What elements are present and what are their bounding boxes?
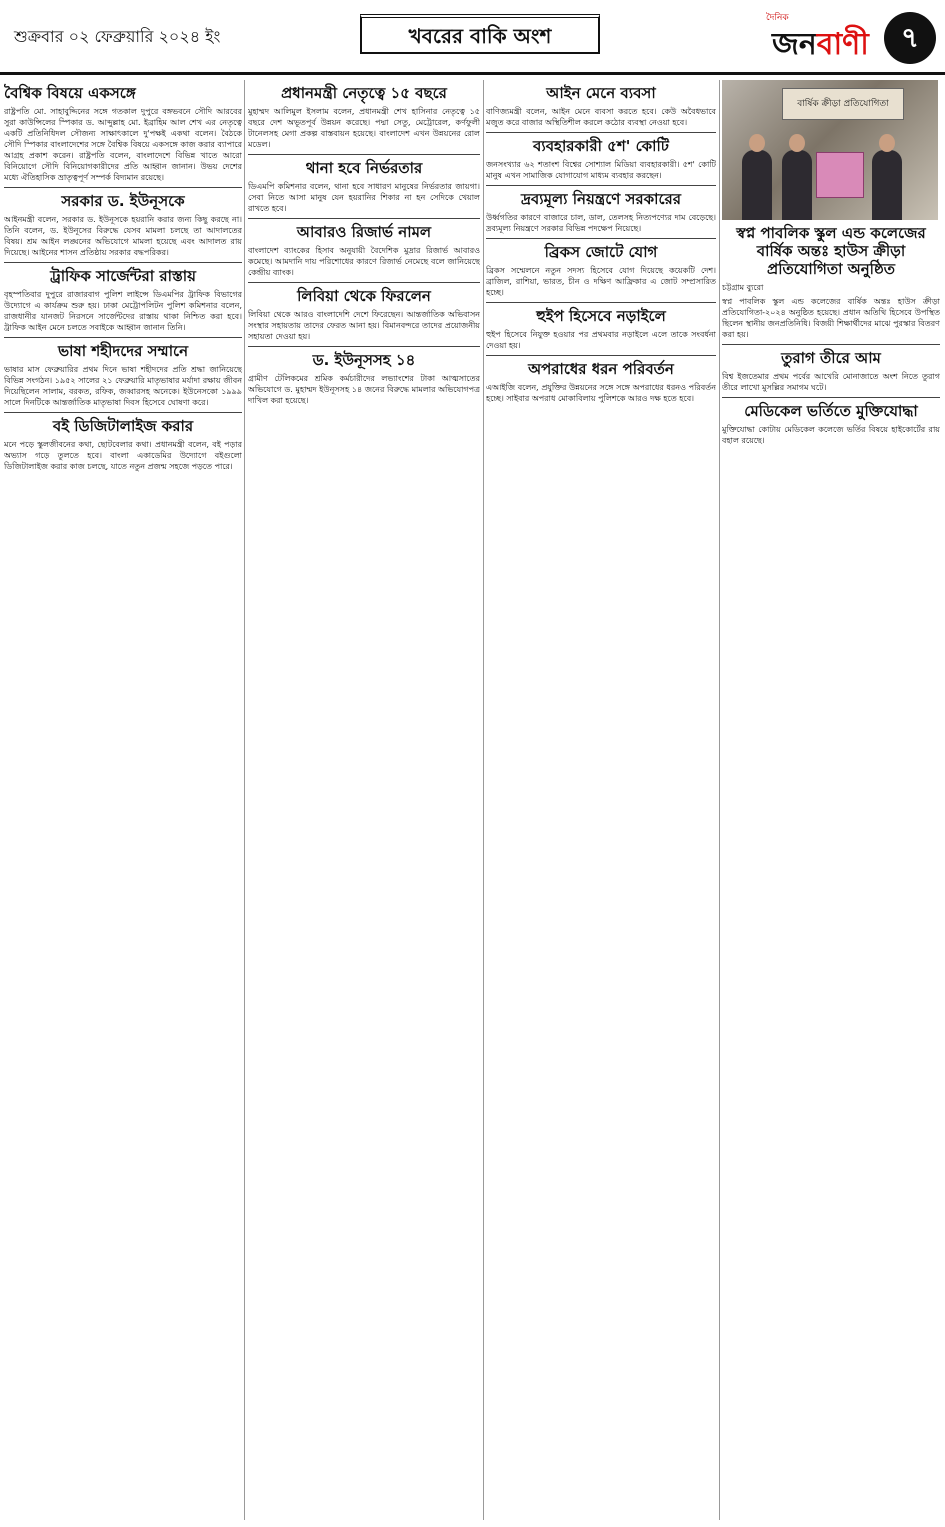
logo-part-b: বাণী — [816, 27, 869, 62]
article-body: উর্ধ্বগতির কারণে বাজারে চাল, ডাল, তেলসহ নিত্যপণ্যের দাম বেড়েছে। দ্রব্যমূল্য নিয়ন্ত্রণে সরকার বিভিন্ন পদক্ষেপ নিয়েছে। — [486, 213, 716, 233]
logo-name — [772, 20, 869, 71]
article-headline: ব্যবহারকারী ৫শ' কোটি — [533, 137, 669, 155]
article-headline: বই ডিজিটালাইজ করার — [52, 417, 194, 435]
article — [486, 360, 716, 404]
column-1 — [4, 80, 242, 1520]
article-body: লিবিয়া থেকে আরও বাংলাদেশি দেশে ফিরেছেন। আন্তর্জাতিক অভিবাসন সংস্থার সহায়তায় তাদের ফেরত আনা হয়। বিমানবন্দরে তাদের প্রয়োজনীয় সহায়তা দেওয়া হয়। — [248, 310, 480, 341]
byline: চট্টগ্রাম ব্যুরো — [722, 283, 764, 292]
article-headline: ব্রিকস জোটে যোগ — [544, 243, 658, 261]
event-photo — [722, 80, 938, 220]
article — [248, 159, 480, 214]
article-body: আইনমন্ত্রী বলেন, সরকার ড. ইউনূসকে হয়রানি করার জন্য কিছু করছে না। তিনি বলেন, ড. ইউনূসের বিরুদ্ধে যেসব মামলা চলছে তা আদালতের বিষয়। শ্রম আইন লঙ্ঘনের অভিযোগে মামলা হয়েছে এবং আদালত রায় দিয়েছে। আইনের শাসন প্রতিষ্ঠায় সরকার বদ্ধপরিকর। — [4, 215, 242, 257]
page-number: ৭ — [884, 12, 936, 64]
article-body: গ্রামীণ টেলিকমের শ্রমিক কর্মচারীদের লভ্যাংশের টাকা আত্মসাতের অভিযোগে ড. মুহাম্মদ ইউনূসসহ ১৪ জনের বিরুদ্ধে মামলার অভিযোগপত্র দাখিল করা হয়েছে। — [248, 374, 480, 405]
article-headline: আইন মেনে ব্যবসা — [546, 84, 656, 102]
issue-date: শুক্রবার ০২ ফেব্রুয়ারি ২০২৪ ইং — [14, 27, 221, 46]
article-headline: স্বপ্ন পাবলিক স্কুল এন্ড কলেজের বার্ষিক অন্তঃ হাউস ক্রীড়া প্রতিযোগিতা অনুষ্ঠিত — [736, 224, 926, 278]
column-divider — [244, 80, 245, 1520]
article — [248, 84, 480, 150]
article-headline: প্রধানমন্ত্রী নেতৃত্বে ১৫ বছরে — [281, 84, 447, 102]
article-body: বাংলাদেশ ব্যাংকের হিসাব অনুযায়ী বৈদেশিক মুদ্রার রিজার্ভ আবারও কমেছে। আমদানি দায় পরিশোধের কারণে রিজার্ভ নেমেছে বলে জানিয়েছে কেন্দ্রীয় ব্যাংক। — [248, 246, 480, 277]
section-banner: খবরের বাকি অংশ — [360, 14, 600, 54]
article-body: ব্রিকস সম্মেলনে নতুন সদস্য হিসেবে যোগ দিয়েছে কয়েকটি দেশ। ব্রাজিল, রাশিয়া, ভারত, চীন ও দক্ষিণ আফ্রিকার এ জোট সম্প্রসারিত হচ্ছে। — [486, 266, 716, 297]
photo-banner-text: বার্ষিক ক্রীড়া প্রতিযোগিতা — [797, 99, 889, 109]
article-headline: দ্রব্যমূল্য নিয়ন্ত্রণে সরকারের — [520, 190, 682, 208]
article-body: জনসংখ্যার ৬২ শতাংশ বিশ্বের সোশ্যাল মিডিয়া ব্যবহারকারী। ৫শ' কোটি মানুষ এখন সামাজিক যোগাযোগ মাধ্যম ব্যবহার করছেন। — [486, 160, 716, 180]
article — [248, 287, 480, 342]
column-3 — [486, 80, 716, 1520]
divider — [722, 397, 940, 398]
divider — [486, 238, 716, 239]
photo-person — [782, 150, 812, 220]
article-headline: বৈশ্বিক বিষয়ে একসঙ্গে — [4, 84, 136, 102]
article-body: মনে পড়ে স্কুলজীবনের কথা, ছোটবেলার কথা। প্রধানমন্ত্রী বলেন, বই পড়ার অভ্যাস গড়ে তুলতে হবে। বাংলা একাডেমির উদ্যোগে বইগুলো ডিজিটালাইজ করার কাজ চলছে, যাতে নতুন প্রজন্ম সহজে পড়তে পারে। — [4, 440, 242, 471]
article-headline: লিবিয়া থেকে ফিরলেন — [297, 287, 431, 305]
article-body: রাষ্ট্রপতি মো. সাহাবুদ্দিনের সঙ্গে গতকাল দুপুরে বঙ্গভবনে সৌদি আরবের সুরা কাউন্সিলের স্পিকার ড. আব্দুল্লাহ মো. ইব্রাহিম আল শেখ এর নেতৃত্বে একটি প্রতিনিধিদল সৌজন্য সাক্ষাৎকালে দু'পক্ষই একথা বলেন। বৈঠকে সৌদি স্পিকার বাংলাদেশের সঙ্গে বৈশ্বিক বিষয়ে একসঙ্গে কাজ করার ব্যাপারে আগ্রহ প্রকাশ করেন। রাষ্ট্রপতি বলেন, বাংলাদেশে বিভিন্ন খাতে আরো বিনিয়োগে সৌদি বিনিয়োগকারীদের প্রতি আহ্বান জানান। উভয় দেশের মধ্যে ঐতিহাসিক ভ্রাতৃত্বপূর্ণ সম্পর্ক বিদ্যমান রয়েছে। — [4, 107, 242, 182]
article — [248, 351, 480, 406]
article-body: বিশ্ব ইজতেমার প্রথম পর্বের আখেরি মোনাজাতে অংশ নিতে তুরাগ তীরে লাখো মুসল্লির সমাগম ঘটে। — [722, 372, 940, 392]
logo-part-a: জন — [772, 27, 817, 62]
divider — [4, 412, 242, 413]
divider — [4, 337, 242, 338]
logo-daily-label: দৈনিক — [766, 13, 789, 23]
article — [486, 243, 716, 298]
divider — [4, 187, 242, 188]
photo-person — [872, 150, 902, 220]
article-headline: ট্রাফিক সার্জেন্টরা রাস্তায় — [50, 267, 196, 285]
photo-prize — [816, 152, 864, 198]
article-headline: সরকার ড. ইউনূসকে — [61, 192, 185, 210]
masthead — [0, 0, 945, 74]
article — [486, 137, 716, 181]
column-divider — [719, 80, 720, 1520]
newspaper-logo — [766, 10, 936, 66]
article — [248, 223, 480, 278]
article-headline: তুরাগ তীরে আম — [781, 349, 881, 367]
article-body: ডিএমপি কমিশনার বলেন, থানা হবে সাধারণ মানুষের নির্ভরতার জায়গা। সেবা নিতে আসা মানুষ যেন হয়রানির শিকার না হন সেদিকে খেয়াল রাখতে হবে। — [248, 182, 480, 213]
article — [4, 192, 242, 258]
article-body: মুহাম্মদ আলিমুল ইসলাম বলেন, প্রধানমন্ত্রী শেখ হাসিনার নেতৃত্বে ১৫ বছরে দেশ অভূতপূর্ব উন্নয়ন করেছে। পদ্মা সেতু, মেট্রোরেল, কর্ণফুলী টানেলসহ মেগা প্রকল্প বাস্তবায়ন হয়েছে। বাংলাদেশ এখন উন্নয়নের রোল মডেল। — [248, 107, 480, 149]
divider — [486, 302, 716, 303]
masthead-rule — [0, 72, 945, 75]
divider — [486, 132, 716, 133]
divider — [722, 344, 940, 345]
article-body: স্বপ্ন পাবলিক স্কুল এন্ড কলেজের বার্ষিক অন্তঃ হাউস ক্রীড়া প্রতিযোগিতা-২০২৪ অনুষ্ঠিত হয়েছে। প্রধান অতিথি হিসেবে উপস্থিত ছিলেন স্থানীয় জনপ্রতিনিধি। বিজয়ী শিক্ষার্থীদের মাঝে পুরস্কার বিতরণ করা হয়। — [722, 297, 940, 339]
article-body: বৃহস্পতিবার দুপুরে রাজারবাগ পুলিশ লাইন্সে ডিএমপির ট্রাফিক বিভাগের উদ্যোগে এ কার্যক্রম শুরু হয়। ঢাকা মেট্রোপলিটন পুলিশ কমিশনার বলেন, রাজধানীর যানজট নিরসনে সার্জেন্টদের রাস্তায় থাকা নিশ্চিত করা হবে। ট্রাফিক আইন মেনে চলতে সবাইকে আহ্বান জানান তিনি। — [4, 290, 242, 332]
divider — [248, 218, 480, 219]
article-headline: মেডিকেল ভর্তিতে মুক্তিযোদ্ধা — [744, 402, 918, 420]
article — [486, 84, 716, 128]
article — [4, 84, 242, 183]
article-body: বাণিজ্যমন্ত্রী বলেন, আইন মেনে ব্যবসা করতে হবে। কেউ অবৈধভাবে মজুত করে বাজার অস্থিতিশীল করলে কঠোর ব্যবস্থা নেওয়া হবে। — [486, 107, 716, 127]
article-headline: অপরাধের ধরন পরিবর্তন — [528, 360, 674, 378]
article — [486, 190, 716, 234]
photo-person — [742, 150, 772, 220]
article-headline: ড. ইউনূসসহ ১৪ — [312, 351, 416, 369]
article — [722, 224, 940, 340]
photo-face — [879, 134, 895, 152]
article — [722, 402, 940, 446]
article-body: হুইপ হিসেবে নিযুক্ত হওয়ার পর প্রথমবার নড়াইলে এলে তাকে সংবর্ধনা দেওয়া হয়। — [486, 330, 716, 350]
article — [4, 267, 242, 333]
column-divider — [483, 80, 484, 1520]
divider — [486, 355, 716, 356]
article-body: মুক্তিযোদ্ধা কোটায় মেডিকেল কলেজে ভর্তির বিষয়ে হাইকোর্টের রায় বহাল রয়েছে। — [722, 425, 940, 445]
divider — [248, 282, 480, 283]
column-4 — [722, 80, 940, 1520]
article — [722, 349, 940, 393]
photo-face — [749, 134, 765, 152]
divider — [4, 262, 242, 263]
article-headline: আবারও রিজার্ভ নামল — [296, 223, 432, 241]
article-body: এআইজি বলেন, প্রযুক্তির উন্নয়নের সঙ্গে সঙ্গে অপরাধের ধরনও পরিবর্তন হচ্ছে। সাইবার অপরাধ মোকাবিলায় পুলিশকে আরও দক্ষ হতে হবে। — [486, 383, 716, 403]
divider — [486, 185, 716, 186]
article — [486, 307, 716, 351]
photo-banner — [782, 88, 904, 120]
article-body: ভাষার মাস ফেব্রুয়ারির প্রথম দিনে ভাষা শহীদদের প্রতি শ্রদ্ধা জানিয়েছে বিভিন্ন সংগঠন। ১৯৫২ সালের ২১ ফেব্রুয়ারি মাতৃভাষার মর্যাদা রক্ষায় জীবন দিয়েছিলেন সালাম, বরকত, রফিক, জব্বারসহ অনেকে। ইউনেসকো ১৯৯৯ সালে দিনটিকে আন্তর্জাতিক মাতৃভাষা দিবস হিসেবে ঘোষণা করে। — [4, 365, 242, 407]
divider — [248, 346, 480, 347]
article-headline: ভাষা শহীদদের সম্মানে — [57, 342, 189, 360]
photo-face — [789, 134, 805, 152]
article — [4, 417, 242, 472]
article — [4, 342, 242, 408]
divider — [248, 154, 480, 155]
article-headline: হুইপ হিসেবে নড়াইলে — [536, 307, 666, 325]
article-headline: থানা হবে নির্ভরতার — [305, 159, 423, 177]
column-2 — [248, 80, 480, 1520]
